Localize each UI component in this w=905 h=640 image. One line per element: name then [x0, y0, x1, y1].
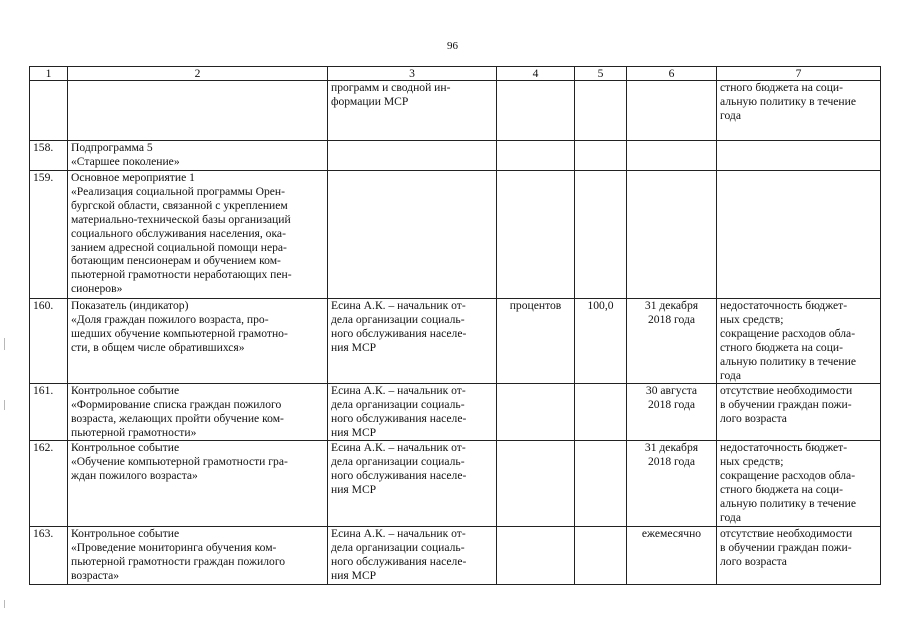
date-cell: [627, 171, 717, 299]
date-cell: 31 декабря 2018 года: [627, 299, 717, 384]
value-cell: 100,0: [575, 299, 627, 384]
date-cell: 31 декабря 2018 года: [627, 441, 717, 527]
risk-cell: стного бюджета на соци- альную политику в течение года: [717, 81, 881, 141]
unit-cell: [497, 171, 575, 299]
margin-mark: [4, 400, 5, 410]
event-name-cell: Основное мероприятие 1 «Реализация социальной программы Орен- бургской области, связанной с укреплением материально-технической базы организаций социального обслуживания населения, ока- занием адресной социальной помощи нера- ботающим пенсионерам и обучением ком- пьютерной грамотности неработающих пен- сионеров»: [68, 171, 328, 299]
responsible-cell: Есина А.К. – начальник от- дела организации социаль- ного обслуживания населе- ния МСР: [328, 299, 497, 384]
responsible-cell: Есина А.К. – начальник от- дела организации социаль- ного обслуживания населе- ния МСР: [328, 527, 497, 585]
unit-cell: процентов: [497, 299, 575, 384]
page-number: 96: [447, 40, 458, 52]
table-row: [30, 81, 881, 141]
value-cell: [575, 141, 627, 171]
risk-cell: отсутствие необходимости в обучении граждан пожи- лого возраста: [717, 527, 881, 585]
column-number-row: [30, 67, 881, 81]
row-number-cell: 160.: [30, 299, 68, 384]
table-row: [30, 171, 881, 299]
risk-cell: недостаточность бюджет- ных средств; сокращение расходов обла- стного бюджета на соци- альную политику в течение года: [717, 441, 881, 527]
event-name-cell: Контрольное событие «Проведение мониторинга обучения ком- пьютерной грамотности граждан пожилого возраста»: [68, 527, 328, 585]
date-cell: [627, 81, 717, 141]
unit-cell: [497, 81, 575, 141]
unit-cell: [497, 384, 575, 441]
responsible-cell: программ и сводной ин- формации МСР: [328, 81, 497, 141]
table-row: [30, 384, 881, 441]
row-number-cell: 162.: [30, 441, 68, 527]
responsible-cell: [328, 171, 497, 299]
value-cell: [575, 171, 627, 299]
date-cell: [627, 141, 717, 171]
event-name-cell: Показатель (индикатор) «Доля граждан пожилого возраста, про- шедших обучение компьютерной грамотно- сти, в общем числе обратившихся»: [68, 299, 328, 384]
responsible-cell: Есина А.К. – начальник от- дела организации социаль- ного обслуживания населе- ния МСР: [328, 441, 497, 527]
plan-table: [29, 66, 881, 585]
value-cell: [575, 384, 627, 441]
table-row: [30, 441, 881, 527]
row-number-cell: [30, 81, 68, 141]
date-cell: 30 августа 2018 года: [627, 384, 717, 441]
row-number-cell: 158.: [30, 141, 68, 171]
row-number-cell: 159.: [30, 171, 68, 299]
value-cell: [575, 81, 627, 141]
column-number: 6: [627, 67, 717, 81]
column-number: 3: [328, 67, 497, 81]
column-number: 1: [30, 67, 68, 81]
margin-mark: [4, 600, 5, 608]
column-number: 4: [497, 67, 575, 81]
margin-mark: [4, 338, 5, 350]
table-row: [30, 527, 881, 585]
responsible-cell: Есина А.К. – начальник от- дела организации социаль- ного обслуживания населе- ния МСР: [328, 384, 497, 441]
unit-cell: [497, 527, 575, 585]
unit-cell: [497, 441, 575, 527]
event-name-cell: Подпрограмма 5 «Старшее поколение»: [68, 141, 328, 171]
event-name-cell: [68, 81, 328, 141]
value-cell: [575, 441, 627, 527]
risk-cell: отсутствие необходимости в обучении граждан пожи- лого возраста: [717, 384, 881, 441]
row-number-cell: 163.: [30, 527, 68, 585]
unit-cell: [497, 141, 575, 171]
risk-cell: [717, 141, 881, 171]
date-cell: ежемесячно: [627, 527, 717, 585]
event-name-cell: Контрольное событие «Обучение компьютерной грамотности гра- ждан пожилого возраста»: [68, 441, 328, 527]
column-number: 7: [717, 67, 881, 81]
table-row: [30, 299, 881, 384]
table-row: [30, 141, 881, 171]
row-number-cell: 161.: [30, 384, 68, 441]
column-number: 2: [68, 67, 328, 81]
value-cell: [575, 527, 627, 585]
risk-cell: недостаточность бюджет- ных средств; сокращение расходов обла- стного бюджета на соци- альную политику в течение года: [717, 299, 881, 384]
column-number: 5: [575, 67, 627, 81]
event-name-cell: Контрольное событие «Формирование списка граждан пожилого возраста, желающих пройти обучение ком- пьютерной грамотности»: [68, 384, 328, 441]
responsible-cell: [328, 141, 497, 171]
risk-cell: [717, 171, 881, 299]
